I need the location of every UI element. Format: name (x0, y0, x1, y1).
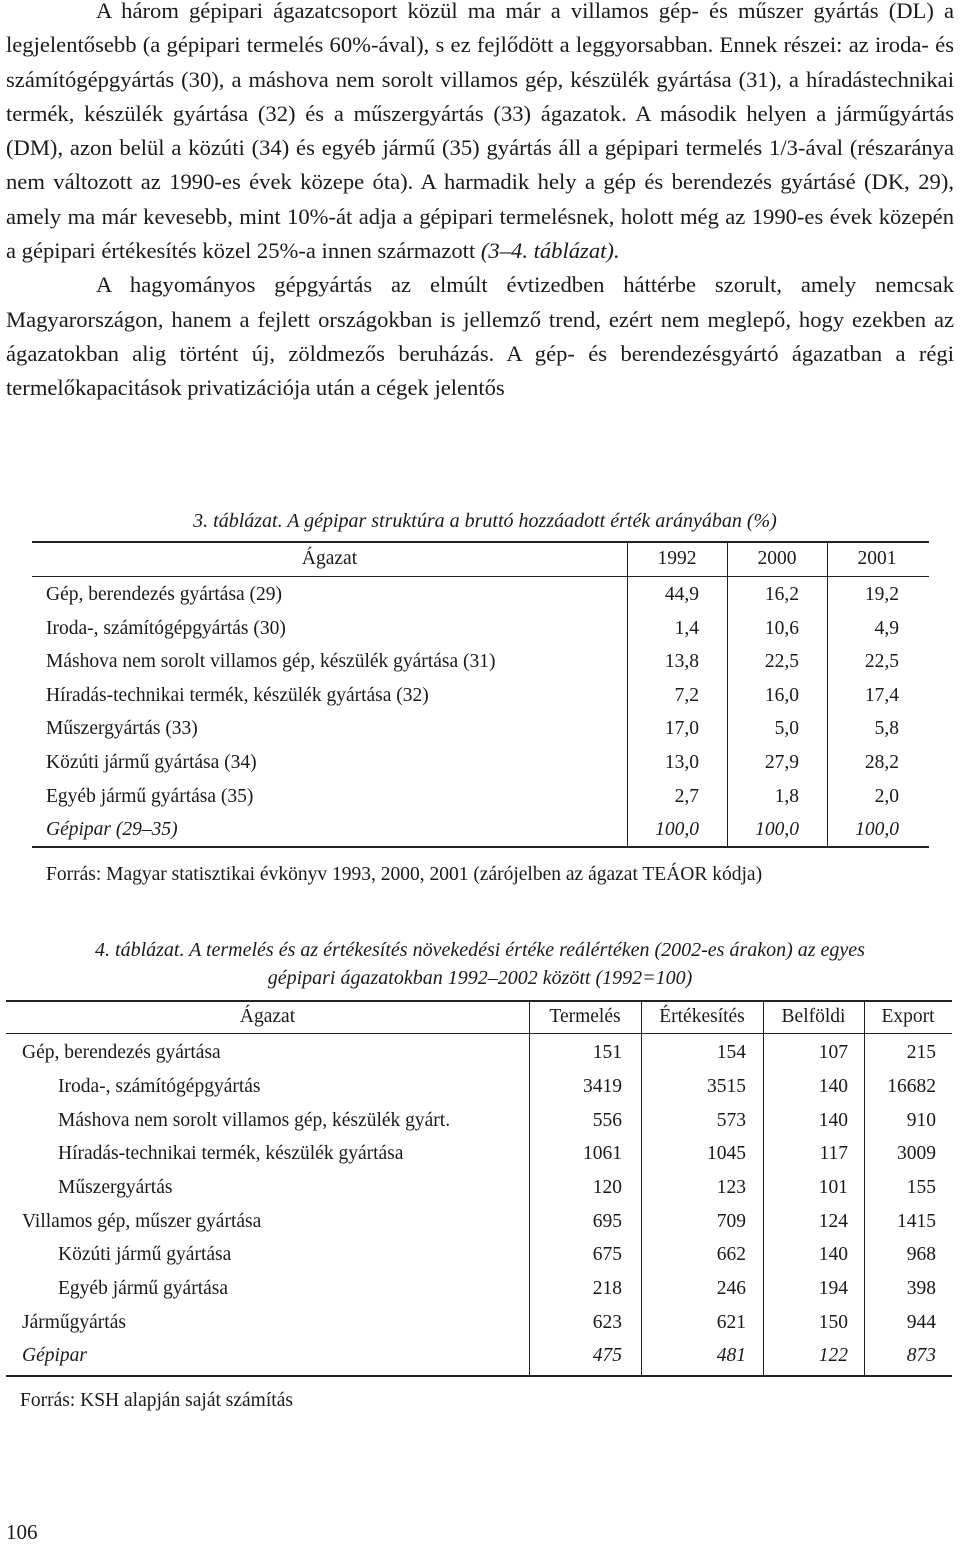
row-label: Villamos gép, műszer gyártása (22, 1211, 262, 1232)
table-row (32, 679, 929, 713)
cell-2001: 28,2 (864, 752, 899, 773)
body-text (6, 0, 954, 406)
cell-domestic: 107 (818, 1042, 848, 1063)
cell-export: 16682 (887, 1076, 936, 1097)
table-row (32, 645, 929, 679)
cell-sales: 123 (716, 1177, 746, 1198)
row-label: Egyéb jármű gyártása (35) (46, 786, 254, 807)
table-4-header-sector: Ágazat (239, 1006, 296, 1027)
paragraph-1-text: A három gépipari ágazatcsoport közül ma már a villamos gép- és műszer gyártás (DL) a legjelentősebb (a gépipari termelés 60%-ával), s ez fejlődött a leggyorsabban. Ennek részei: az iroda- és számítógépgyártás (30), a máshova nem sorolt villamos gép, készülék gyártása (31), a híradástechnikai termék, készülék gyártása (32) és a műszergyártás (33) ágazatok. A második helyen a járműgyártás (DM), azon belül a közúti (34) és egyéb jármű (35) gyártás áll a gépipari termelés 1/3-ával (részaránya nem változott az 1990-es évek közepe óta). A harmadik hely a gép és berendezés gyártásé (DK, 29), amely ma már kevesebb, mint 10%-át adja a gépipari termelésnek, holott még az 1990-es évek közepén a gépipari értékesítés közel 25%-a innen származott (6, 0, 954, 264)
cell-export: 215 (906, 1042, 936, 1063)
cell-production: 218 (592, 1278, 622, 1299)
table-4-caption-line-2: gépipari ágazatokban 1992–2002 között (1992=100) (267, 967, 693, 989)
row-label: Máshova nem sorolt villamos gép, készülék gyárt. (58, 1110, 451, 1131)
cell-production: 3419 (583, 1076, 622, 1097)
row-label: Gép, berendezés gyártása (29) (46, 584, 283, 605)
cell-1992: 100,0 (655, 819, 699, 840)
table-4-header-rule (6, 1033, 952, 1034)
row-label: Gép, berendezés gyártása (22, 1042, 221, 1063)
table-row (6, 1036, 952, 1070)
cell-sales: 481 (716, 1345, 746, 1366)
table-row (32, 780, 929, 814)
paragraph-2: A hagyományos gépgyártás az elmúlt évtizedben háttérbe szorult, amely nemcsak Magyarországon, hanem a fejlett országokban is jellemző trend, ezért nem meglepő, hogy ezekben az ágazatokban alig történt új, zöldmezős beruházás. A gép- és berendezésgyártó ágazatban a régi termelőkapacitások privatizációja után a cégek jelentős (6, 272, 954, 401)
cell-2000: 10,6 (764, 618, 799, 639)
cell-production: 475 (592, 1345, 622, 1366)
cell-domestic: 194 (818, 1278, 848, 1299)
table-4-caption (0, 936, 960, 992)
table-row (32, 712, 929, 746)
cell-export: 1415 (897, 1211, 936, 1232)
cell-1992: 2,7 (674, 786, 699, 807)
row-label: Műszergyártás (58, 1177, 173, 1198)
cell-sales: 573 (716, 1110, 746, 1131)
cell-2001: 4,9 (874, 618, 899, 639)
row-label: Máshova nem sorolt villamos gép, készülék gyártása (31) (46, 651, 496, 672)
table-row (6, 1272, 952, 1306)
cell-export: 910 (906, 1110, 936, 1131)
cell-sales: 3515 (707, 1076, 746, 1097)
cell-sales: 621 (716, 1312, 746, 1333)
cell-1992: 44,9 (664, 584, 699, 605)
row-label: Iroda-, számítógépgyártás (58, 1076, 261, 1097)
table-4-source: Forrás: KSH alapján saját számítás (20, 1390, 293, 1411)
table-4-header-export: Export (881, 1006, 935, 1027)
page-number: 106 (6, 1520, 38, 1544)
table-3-header-sector: Ágazat (301, 548, 358, 569)
cell-2000: 16,2 (764, 584, 799, 605)
table-4-caption-line-1: 4. táblázat. A termelés és az értékesítés növekedési értéke reálértéken (2002-es árakon) az egyes (95, 939, 865, 961)
cell-1992: 7,2 (674, 685, 699, 706)
table-row (6, 1205, 952, 1239)
table-4-header-domestic: Belföldi (781, 1006, 846, 1027)
table-4-header-production: Termelés (549, 1006, 621, 1027)
cell-2000: 100,0 (755, 819, 799, 840)
table-row (6, 1070, 952, 1104)
row-label: Gépipar (22, 1345, 87, 1366)
cell-2000: 22,5 (764, 651, 799, 672)
cell-domestic: 124 (818, 1211, 848, 1232)
table-row (32, 578, 929, 612)
row-label: Híradás-technikai termék, készülék gyártása (58, 1143, 404, 1164)
cell-export: 968 (906, 1244, 936, 1265)
table-4-header-sales: Értékesítés (659, 1006, 745, 1027)
table-4-bottom-rule (6, 1375, 952, 1377)
cell-2000: 5,0 (774, 718, 799, 739)
cell-sales: 709 (716, 1211, 746, 1232)
cell-domestic: 117 (819, 1143, 848, 1164)
cell-production: 1061 (583, 1143, 622, 1164)
cell-1992: 1,4 (674, 618, 699, 639)
cell-2001: 19,2 (864, 584, 899, 605)
cell-2001: 2,0 (874, 786, 899, 807)
cell-export: 155 (906, 1177, 936, 1198)
cell-domestic: 122 (818, 1345, 848, 1366)
cell-2001: 22,5 (864, 651, 899, 672)
cell-production: 556 (592, 1110, 622, 1131)
cell-export: 3009 (897, 1143, 936, 1164)
cell-domestic: 101 (818, 1177, 848, 1198)
cell-1992: 13,8 (664, 651, 699, 672)
table-row (6, 1104, 952, 1138)
cell-1992: 13,0 (664, 752, 699, 773)
table-3-caption: 3. táblázat. A gépipar struktúra a bruttó hozzáadott érték arányában (%) (193, 510, 777, 532)
table-3-source: Forrás: Magyar statisztikai évkönyv 1993, 2000, 2001 (zárójelben az ágazat TEÁOR kódja) (46, 864, 763, 885)
table-row (32, 746, 929, 780)
row-label: Egyéb jármű gyártása (58, 1278, 229, 1299)
table-3-header-2001: 2001 (857, 548, 897, 569)
cell-2001: 100,0 (855, 819, 899, 840)
row-label: Járműgyártás (22, 1312, 126, 1333)
cell-2000: 16,0 (764, 685, 799, 706)
cell-export: 873 (906, 1345, 936, 1366)
cell-domestic: 140 (818, 1244, 848, 1265)
cell-2001: 5,8 (874, 718, 899, 739)
cell-sales: 154 (716, 1042, 746, 1063)
cell-domestic: 140 (818, 1076, 848, 1097)
cell-2001: 17,4 (864, 685, 899, 706)
table-row (6, 1171, 952, 1205)
cell-export: 944 (906, 1312, 936, 1333)
table-row (32, 612, 929, 646)
cell-production: 675 (592, 1244, 622, 1265)
cell-2000: 1,8 (774, 786, 799, 807)
cell-1992: 17,0 (664, 718, 699, 739)
cell-sales: 1045 (707, 1143, 746, 1164)
cell-2000: 27,9 (764, 752, 799, 773)
cell-production: 151 (592, 1042, 622, 1063)
table-3-header-2000: 2000 (757, 548, 797, 569)
row-label: Híradás-technikai termék, készülék gyártása (32) (46, 685, 429, 706)
cell-domestic: 150 (818, 1312, 848, 1333)
row-label: Gépipar (29–35) (46, 819, 178, 840)
row-label: Műszergyártás (33) (46, 718, 198, 739)
table-3-header-rule (32, 576, 929, 577)
table-row (6, 1137, 952, 1171)
table-row (6, 1306, 952, 1340)
table-row-total (32, 813, 929, 847)
cell-production: 120 (592, 1177, 622, 1198)
row-label: Közúti jármű gyártása (58, 1244, 232, 1265)
table-reference: (3–4. táblázat). (475, 238, 620, 264)
cell-sales: 662 (716, 1244, 746, 1265)
cell-production: 623 (592, 1312, 622, 1333)
table-3-header-1992: 1992 (657, 548, 697, 569)
paragraph-1 (6, 0, 954, 268)
cell-production: 695 (592, 1211, 622, 1232)
table-row (6, 1238, 952, 1272)
cell-export: 398 (906, 1278, 936, 1299)
row-label: Közúti jármű gyártása (34) (46, 752, 257, 773)
cell-sales: 246 (716, 1278, 746, 1299)
row-label: Iroda-, számítógépgyártás (30) (46, 618, 286, 639)
cell-domestic: 140 (818, 1110, 848, 1131)
table-row-total (6, 1339, 952, 1373)
